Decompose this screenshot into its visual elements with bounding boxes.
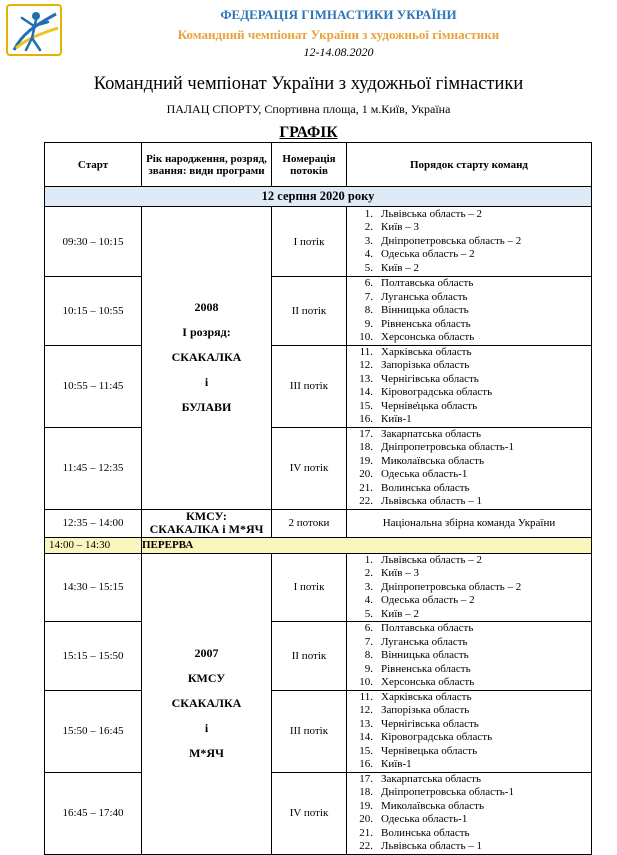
list-item	[347, 731, 591, 745]
list-item	[347, 386, 591, 400]
header-order: Порядок старту команд	[347, 143, 592, 187]
team-number: 22.	[359, 495, 373, 507]
schedule-label: ГРАФІК	[279, 124, 338, 141]
day-label: 12 серпня 2020 року	[45, 187, 592, 207]
start-time: 15:50 – 16:45	[45, 690, 142, 772]
team-name: Чернігівська область	[381, 717, 479, 730]
team-number: 1.	[364, 553, 373, 566]
flow-number: І потік	[272, 553, 347, 622]
team-name: Київ – 2	[381, 261, 419, 274]
list-item	[347, 567, 591, 581]
team-name: Одеська область – 2	[381, 248, 475, 261]
team-number: 4.	[364, 594, 373, 606]
list-item	[347, 468, 591, 482]
team-number: 13.	[359, 372, 373, 385]
team-number: 3.	[364, 580, 373, 593]
list-item	[347, 813, 591, 827]
program-line: і	[204, 721, 209, 735]
team-list	[347, 277, 591, 345]
schedule-table	[44, 142, 592, 855]
team-number: 22.	[359, 840, 373, 852]
break-label: ПЕРЕРВА	[142, 537, 592, 553]
start-time: 14:30 – 15:15	[45, 553, 142, 622]
team-name: Рівненська область	[381, 662, 471, 675]
flow-number: 2 потоки	[272, 509, 347, 537]
team-number: 4.	[364, 248, 373, 261]
team-name: Волинська область	[381, 481, 470, 494]
list-item	[347, 304, 591, 318]
team-number: 12.	[359, 359, 373, 371]
team-name: Київ – 3	[381, 221, 419, 234]
team-name: Київ-1	[381, 758, 412, 770]
flow-number: ІІІ потік	[272, 345, 347, 427]
team-name: Запорізька область	[381, 704, 470, 716]
venue: ПАЛАЦ СПОРТУ, Спортивна площа, 1 м.Київ, Україна	[166, 102, 451, 116]
list-item	[347, 758, 591, 772]
break-row	[45, 537, 592, 553]
table-row	[45, 553, 592, 622]
team-list	[347, 346, 591, 427]
table-row	[45, 622, 592, 691]
team-list	[347, 622, 591, 690]
team-name: Дніпропетровська область – 2	[381, 234, 522, 247]
team-number: 10.	[359, 676, 373, 688]
team-name: Київ-1	[381, 413, 412, 425]
list-item	[347, 827, 591, 841]
list-item	[347, 773, 591, 787]
teams-cell	[347, 207, 592, 277]
team-number: 15.	[359, 399, 373, 412]
team-name: Закарпатська область	[381, 427, 481, 440]
team-list	[347, 554, 591, 622]
team-number: 15.	[359, 744, 373, 757]
team-number: 1.	[364, 207, 373, 220]
teams-cell	[347, 345, 592, 427]
list-item	[347, 691, 591, 705]
list-item	[347, 221, 591, 235]
program-cell	[142, 207, 272, 510]
team-number: 16.	[359, 413, 373, 425]
list-item	[347, 840, 591, 854]
team-number: 6.	[364, 622, 373, 634]
list-item	[347, 455, 591, 469]
team-name: Одеська область-1	[381, 468, 468, 480]
program-cell	[142, 509, 272, 537]
team-number: 19.	[359, 799, 373, 812]
federation-logo	[6, 4, 64, 58]
team-number: 10.	[359, 331, 373, 343]
list-item	[347, 718, 591, 732]
list-item	[347, 235, 591, 249]
program-line: СКАКАЛКА і М*ЯЧ	[149, 522, 264, 536]
list-item	[347, 663, 591, 677]
list-item	[347, 291, 591, 305]
team-number: 3.	[364, 234, 373, 247]
list-item	[347, 428, 591, 442]
list-item	[347, 208, 591, 222]
list-item	[347, 554, 591, 568]
list-item	[347, 277, 591, 291]
header-flow: Номерація потоків	[272, 143, 347, 187]
team-name: Луганська область	[381, 635, 468, 648]
start-time: 12:35 – 14:00	[45, 509, 142, 537]
team-name: Запорізька область	[381, 359, 470, 371]
flow-number: ІІ потік	[272, 277, 347, 346]
flow-number: ІІІ потік	[272, 690, 347, 772]
team-number: 21.	[359, 481, 373, 494]
team-number: 6.	[364, 277, 373, 289]
teams-cell	[347, 277, 592, 346]
list-item	[347, 745, 591, 759]
teams-cell	[347, 427, 592, 509]
flow-number: І потік	[272, 207, 347, 277]
team-number: 2.	[364, 221, 373, 234]
start-time: 09:30 – 10:15	[45, 207, 142, 277]
teams-cell	[347, 622, 592, 691]
list-item	[347, 676, 591, 690]
team-list	[347, 208, 591, 276]
team-name: Черніве̇цька область	[381, 399, 478, 412]
program-line: СКАКАЛКА	[171, 350, 242, 365]
list-item	[347, 704, 591, 718]
start-time: 10:55 – 11:45	[45, 345, 142, 427]
list-item	[347, 346, 591, 360]
team-name: Херсонська область	[381, 676, 475, 688]
teams-cell	[347, 772, 592, 854]
day-row	[45, 187, 592, 207]
program-line: І розряд:	[182, 325, 231, 340]
team-number: 7.	[364, 290, 373, 303]
team-number: 13.	[359, 717, 373, 730]
list-item	[347, 622, 591, 636]
team-number: 11.	[359, 345, 373, 358]
program-line: КМСУ:	[186, 509, 227, 523]
list-item	[347, 262, 591, 276]
header-program: Рік народження, розряд, звання: види програми	[142, 143, 272, 187]
championship-banner: Командний чемпіонат України з художньої гімнастики	[177, 27, 500, 42]
team-name: Дніпропетровська область-1	[381, 441, 514, 453]
start-time: 14:00 – 14:30	[45, 537, 142, 553]
team-name: Львівська область – 2	[381, 553, 482, 566]
team-number: 18.	[359, 441, 373, 453]
list-item	[347, 649, 591, 663]
team-name: Закарпатська область	[381, 772, 481, 785]
list-item	[347, 636, 591, 650]
kmsu-row	[45, 509, 592, 537]
team-number: 2.	[364, 567, 373, 579]
start-time: 11:45 – 12:35	[45, 427, 142, 509]
team-name: Дніпропетровська область – 2	[381, 580, 522, 593]
team-number: 20.	[359, 813, 373, 825]
team-name: Луганська область	[381, 290, 468, 303]
table-row	[45, 690, 592, 772]
header-start: Старт	[45, 143, 142, 187]
flow-number: ІV потік	[272, 772, 347, 854]
team-name: Кіровоградська область	[381, 386, 493, 398]
list-item	[347, 800, 591, 814]
table-row	[45, 772, 592, 854]
page-title: Командний чемпіонат України з художньої гімнастики	[93, 74, 524, 94]
table-row	[45, 207, 592, 277]
team-number: 8.	[364, 649, 373, 661]
team-name: Одеська область-1	[381, 813, 468, 825]
team-name: Одеська область – 2	[381, 594, 475, 606]
start-time: 10:15 – 10:55	[45, 277, 142, 346]
event-dates: 12-14.08.2020	[303, 45, 374, 59]
list-item	[347, 495, 591, 509]
list-item	[347, 373, 591, 387]
team-number: 11.	[359, 690, 373, 703]
list-item	[347, 581, 591, 595]
team-name: Дніпропетровська область-1	[381, 786, 514, 798]
team-number: 7.	[364, 635, 373, 648]
team-name: Львівська область – 1	[381, 840, 482, 852]
team-name: Харківська область	[381, 690, 472, 703]
table-row	[45, 345, 592, 427]
team-name: Полтавська область	[381, 277, 474, 289]
team-name: Вінницька область	[381, 649, 469, 661]
team-number: 8.	[364, 304, 373, 316]
list-item	[347, 331, 591, 345]
team-number: 17.	[359, 772, 373, 785]
list-item	[347, 318, 591, 332]
team-number: 9.	[364, 662, 373, 675]
team-name: Рівненська область	[381, 317, 471, 330]
team-name: Вінницька область	[381, 304, 469, 316]
team-number: 5.	[364, 261, 373, 274]
list-item	[347, 248, 591, 262]
list-item	[347, 441, 591, 455]
team-number: 17.	[359, 427, 373, 440]
program-line: 2007	[194, 646, 219, 660]
teams-cell	[347, 690, 592, 772]
team-number: 21.	[359, 826, 373, 839]
team-name: Харківська область	[381, 345, 472, 358]
list-item	[347, 413, 591, 427]
team-number: 14.	[359, 386, 373, 398]
team-name: Чернігівська область	[381, 372, 479, 385]
program-line: БУЛАВИ	[181, 400, 232, 415]
team-name: Миколаївська область	[381, 454, 484, 467]
team-name: Миколаївська область	[381, 799, 484, 812]
team-number: 20.	[359, 468, 373, 480]
team-name: Львівська область – 2	[381, 207, 482, 220]
list-item	[347, 608, 591, 622]
list-item	[347, 359, 591, 373]
team-list	[347, 428, 591, 509]
list-item	[347, 400, 591, 414]
table-row	[45, 427, 592, 509]
team-number: 5.	[364, 607, 373, 620]
table-header-row	[45, 143, 592, 187]
team-number: 18.	[359, 786, 373, 798]
team-name: Національна збірна команда України	[347, 509, 592, 537]
program-line: М*ЯЧ	[189, 746, 224, 760]
flow-number: ІІ потік	[272, 622, 347, 691]
list-item	[347, 482, 591, 496]
list-item	[347, 594, 591, 608]
program-cell	[142, 553, 272, 854]
start-time: 16:45 – 17:40	[45, 772, 142, 854]
table-row	[45, 277, 592, 346]
flow-number: ІV потік	[272, 427, 347, 509]
team-name: Київ – 3	[381, 567, 419, 579]
team-number: 16.	[359, 758, 373, 770]
list-item	[347, 786, 591, 800]
team-name: Полтавська область	[381, 622, 474, 634]
team-name: Херсонська область	[381, 331, 475, 343]
team-name: Кіровоградська область	[381, 731, 493, 743]
team-name: Львівська область – 1	[381, 495, 482, 507]
team-name: Волинська область	[381, 826, 470, 839]
start-time: 15:15 – 15:50	[45, 622, 142, 691]
program-line: і	[204, 375, 209, 390]
federation-name: ФЕДЕРАЦІЯ ГІМНАСТИКИ УКРАЇНИ	[220, 7, 457, 22]
team-list	[347, 691, 591, 772]
team-number: 9.	[364, 317, 373, 330]
teams-cell	[347, 553, 592, 622]
program-line: СКАКАЛКА	[171, 696, 242, 710]
program-line: 2008	[194, 300, 219, 315]
team-name: Чернівецька область	[381, 744, 478, 757]
team-list	[347, 773, 591, 854]
team-name: Київ – 2	[381, 607, 419, 620]
team-number: 14.	[359, 731, 373, 743]
team-number: 19.	[359, 454, 373, 467]
program-line: КМСУ	[187, 671, 226, 685]
team-number: 12.	[359, 704, 373, 716]
